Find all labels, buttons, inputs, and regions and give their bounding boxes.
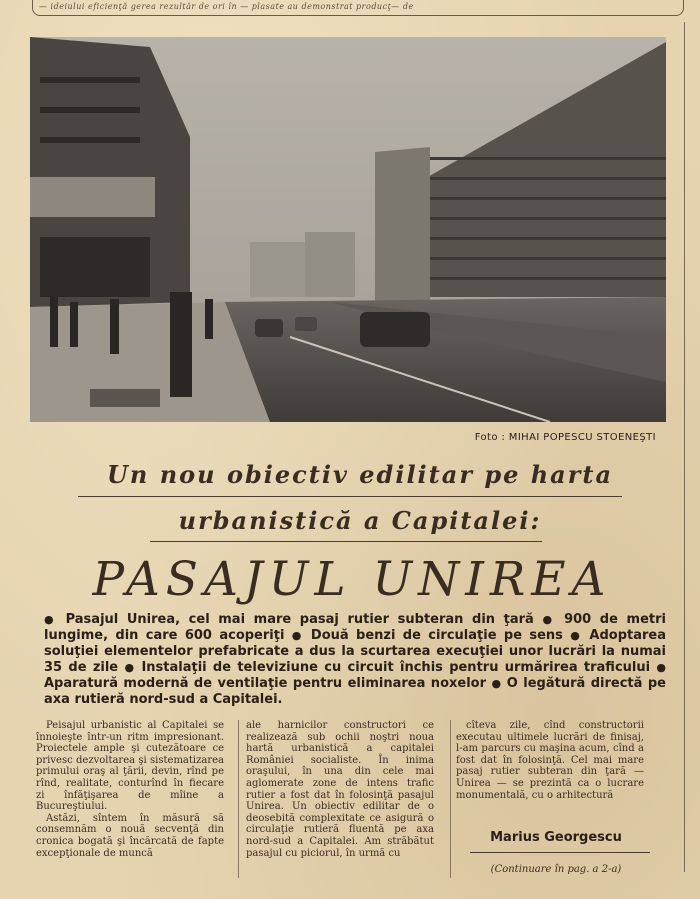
street-photo-illustration — [30, 37, 666, 422]
column-paragraph: ale harnicilor constructori ce realizează sub ochii noştri noua hartă urbanistică a capitalei României socialiste. În inima oraşului, în una din cele mai aglomerate zone de intens trafic rutier a fost dat în folosinţă pasajul Unirea. Un obiectiv edilitar de o deosebită complexitate ce asigură o circulaţie rutieră fluentă pe axa nord-sud a Capitalei. Am străbătut pasajul cu piciorul, în urmă cu — [246, 720, 434, 859]
article-column-1 — [36, 720, 224, 880]
continuation-note: (Continuare în pag. a 2-a) — [490, 864, 622, 875]
summary-item: O legătură directă pe axa rutieră nord-sud a Capitalei. — [44, 676, 666, 707]
bullet-icon: ● — [124, 661, 142, 674]
headline-line-2: urbanistică a Capitalei: — [178, 506, 542, 535]
author-byline: Marius Georgescu — [490, 830, 622, 845]
article-summary — [44, 612, 666, 708]
article-title: PASAJUL UNIREA — [92, 552, 612, 607]
bullet-icon: ● — [291, 629, 311, 642]
headline-rule-1 — [78, 496, 622, 497]
column-paragraph: cîteva zile, cînd constructorii executau ultimele lucrări de finisaj, l-am parcurs cu maşina acum, cînd a fost dat în folosinţă. Cel mai mare pasaj rutier subteran din ţară — Unirea — se prezintă ca o lucrare monumentală, cu o arhitectură — [456, 720, 644, 801]
bullet-icon: ● — [656, 661, 666, 674]
summary-item: Adoptarea soluţiei elementelor prefabricate a dus la scurtarea execuţiei unor lucrări la numai 35 de zile — [44, 628, 666, 675]
bullet-icon: ● — [542, 613, 565, 626]
column-divider — [238, 720, 239, 878]
street-photo — [30, 37, 666, 422]
continuation-rule — [470, 852, 650, 853]
summary-item: Aparatură modernă de ventilaţie pentru eliminarea noxelor — [44, 676, 486, 691]
headline-line-1: Un nou obiectiv edilitar pe harta — [106, 460, 613, 489]
article-column-3 — [456, 720, 644, 820]
page-margin-rule — [684, 22, 685, 872]
article-column-2 — [246, 720, 434, 880]
photo-credit: Foto : MIHAI POPESCU STOENEŞTI — [474, 432, 656, 443]
headline-rule-2 — [150, 541, 542, 542]
column-divider — [450, 720, 451, 878]
previous-article-strip: — ideiului eficienţă gerea rezultăr de ori în — plasate au demonstrat producţ— de — [32, 0, 684, 16]
bullet-icon: ● — [491, 677, 507, 690]
bullet-icon: ● — [570, 629, 590, 642]
bullet-icon: ● — [44, 613, 66, 626]
summary-item: Instalaţii de televiziune cu circuit închis pentru urmărirea traficului — [141, 660, 651, 675]
summary-item: 900 de metri lungime, din care 600 acoperiţi — [44, 612, 666, 643]
column-paragraph: Peisajul urbanistic al Capitalei se înnoieşte într-un ritm impresionant. Proiectele ample şi cutezătoare ce privesc dezvoltarea şi sistematizarea primului oraş al ţării, devin, rînd pe rînd, realitate, conturînd în fiecare zi înfăţişarea de mîine a Bucureştiului. — [36, 720, 224, 813]
column-paragraph: Astăzi, sîntem în măsură să consemnăm o nouă secvenţă din cronica bogată şi încărcată de fapte excepţionale de muncă — [36, 812, 224, 859]
summary-item: Pasajul Unirea, cel mai mare pasaj rutier subteran din ţară — [65, 612, 534, 627]
summary-item: Două benzi de circulaţie pe sens — [310, 628, 563, 643]
